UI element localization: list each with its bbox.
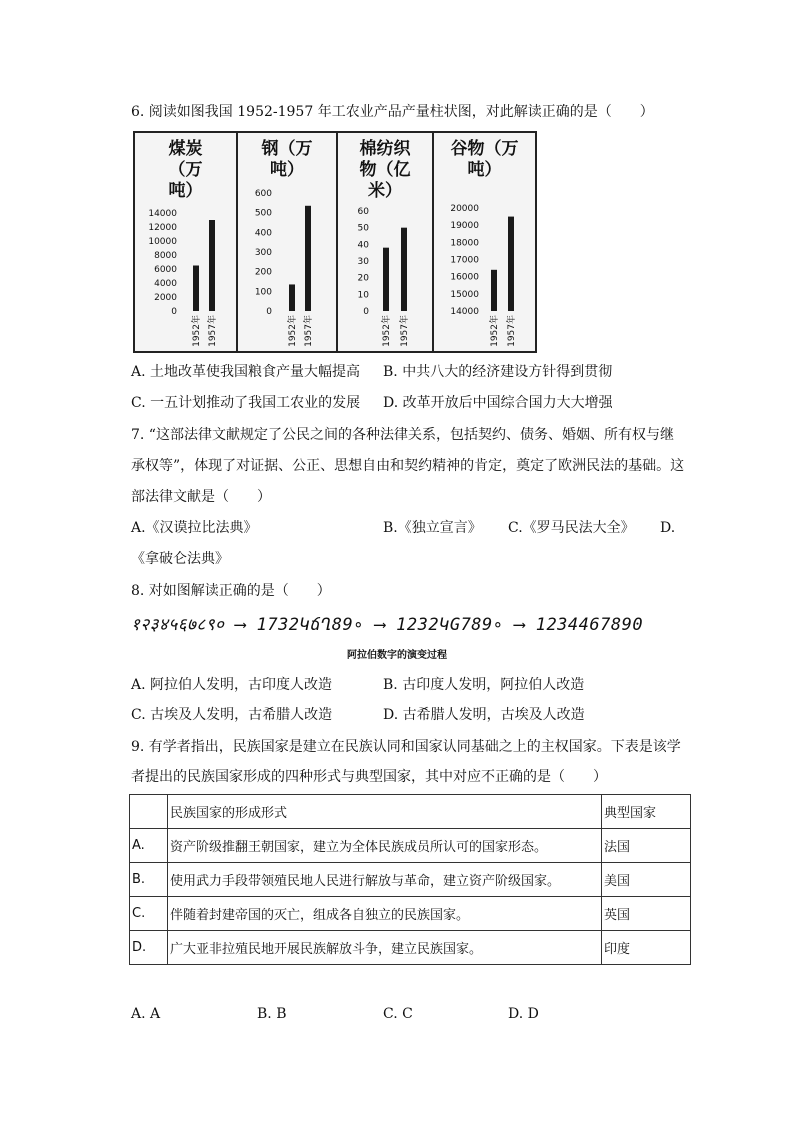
grain-ytick-label: 17000 — [450, 255, 479, 266]
table-cell: B. — [130, 863, 168, 897]
table-row — [130, 863, 691, 897]
q9-option-c[interactable]: C. C — [383, 1006, 413, 1022]
table-cell: A. — [130, 829, 168, 863]
cotton-ytick-label: 20 — [357, 273, 369, 284]
q8-option-b[interactable]: B. 古印度人发明，阿拉伯人改造 — [383, 677, 585, 693]
coal-category-label: 1952年 — [192, 315, 202, 347]
q6-option-a[interactable]: A. 土地改革使我国粮食产量大幅提高 — [131, 364, 361, 380]
table-header-row — [130, 795, 691, 829]
grain-ytick-label: 18000 — [450, 238, 479, 249]
steel-ytick-label: 0 — [266, 307, 272, 317]
q9-line-1: 9. 有学者指出，民族国家是建立在民族认同和国家认同基础之上的主权国家。下表是该学 — [131, 739, 681, 755]
cotton-category-label: 1952年 — [382, 315, 392, 347]
steel-ytick-label: 500 — [254, 208, 272, 219]
q6-stem: 6. 阅读如图我国 1952-1957 年工农业产品产量柱状图，对此解读正确的是（ ） — [131, 104, 654, 120]
grain-category-label: 1957年 — [507, 315, 517, 347]
table-cell: 广大亚非拉殖民地开展民族解放斗争，建立民族国家。 — [168, 931, 602, 965]
cotton-ytick-label: 60 — [357, 207, 369, 217]
steel-category-label: 1957年 — [304, 315, 314, 347]
table-cell: 法国 — [602, 829, 691, 863]
chart-cotton — [338, 133, 434, 351]
coal-ytick-label: 14000 — [148, 209, 177, 219]
grain-category-label: 1952年 — [490, 315, 500, 347]
coal-ytick-label: 8000 — [154, 251, 177, 261]
chart-cotton-title: 棉纺织 物（亿 米） — [359, 139, 411, 201]
grain-bar-1957年 — [508, 217, 514, 311]
steel-ytick-label: 100 — [254, 287, 272, 298]
grain-ytick-label: 20000 — [450, 204, 479, 214]
steel-ytick-label: 600 — [254, 189, 272, 199]
grain-ytick-label: 15000 — [450, 289, 479, 300]
table-cell: C. — [130, 897, 168, 931]
cotton-ytick-label: 40 — [357, 240, 369, 251]
table-row — [130, 897, 691, 931]
cotton-bar-1952年 — [383, 248, 389, 311]
steel-ytick-label: 200 — [254, 267, 272, 278]
chart-grain — [434, 133, 535, 351]
table-cell: 印度 — [602, 931, 691, 965]
cotton-ytick-label: 30 — [357, 257, 369, 267]
coal-ytick-label: 10000 — [148, 237, 177, 247]
table-cell: 英国 — [602, 897, 691, 931]
q7-option-a[interactable]: A.《汉谟拉比法典》 — [131, 520, 258, 536]
coal-bar-1957年 — [209, 220, 215, 311]
q6-chart-panel — [133, 131, 537, 353]
q6-option-d[interactable]: D. 改革开放后中国综合国力大大增强 — [383, 395, 613, 411]
coal-bar-1952年 — [193, 266, 199, 312]
cotton-category-label: 1957年 — [400, 315, 410, 347]
q7-line-5: 《拿破仑法典》 — [131, 551, 229, 567]
coal-ytick-label: 4000 — [154, 279, 177, 289]
chart-steel — [238, 133, 338, 351]
cotton-ytick-label: 10 — [357, 290, 369, 301]
steel-bar-1957年 — [305, 206, 311, 311]
cotton-ytick-label: 0 — [363, 307, 369, 317]
q8-option-a[interactable]: A. 阿拉伯人发明，古印度人改造 — [131, 677, 333, 693]
q9-option-d[interactable]: D. D — [508, 1006, 539, 1022]
q7-line-3: 部法律文献是（ ） — [131, 489, 271, 505]
table-row — [130, 931, 691, 965]
q6-option-c[interactable]: C. 一五计划推动了我国工农业的发展 — [131, 395, 361, 411]
arabic-numerals-caption: 阿拉伯数字的演变过程 — [347, 650, 447, 661]
q6-option-b[interactable]: B. 中共八大的经济建设方针得到贯彻 — [383, 364, 613, 380]
steel-category-label: 1952年 — [288, 315, 298, 347]
chart-coal — [135, 133, 238, 351]
cotton-bar-1957年 — [401, 228, 407, 311]
table-cell: 美国 — [602, 863, 691, 897]
arabic-numerals-evolution: १२३४५६७८९० ⟶ 1732ԿճՂ89∘ ⟶ 1232ԿG789∘ ⟶ 1234467890 — [131, 615, 644, 635]
chart-coal-title: 煤炭 （万 吨） — [168, 139, 203, 201]
q7-option-d[interactable]: D. — [660, 520, 676, 536]
q8-option-c[interactable]: C. 古埃及人发明，古希腊人改造 — [131, 707, 333, 723]
table-header-cell: 典型国家 — [602, 795, 691, 829]
grain-bar-1952年 — [491, 270, 497, 311]
q9-option-b[interactable]: B. B — [257, 1006, 287, 1022]
table-cell: 伴随着封建帝国的灭亡，组成各自独立的民族国家。 — [168, 897, 602, 931]
chart-steel-title: 钢（万 吨） — [261, 139, 313, 180]
grain-ytick-label: 19000 — [450, 221, 479, 232]
q8-option-d[interactable]: D. 古希腊人发明，古埃及人改造 — [383, 707, 585, 723]
steel-bar-1952年 — [289, 284, 295, 311]
table-header-cell — [130, 795, 168, 829]
q8-stem: 8. 对如图解读正确的是（ ） — [131, 583, 331, 599]
coal-ytick-label: 2000 — [154, 293, 177, 303]
coal-ytick-label: 6000 — [154, 265, 177, 275]
q9-table — [129, 794, 691, 965]
q7-line-1: 7. “这部法律文献规定了公民之间的各种法律关系，包括契约、债务、婚姻、所有权与继 — [131, 427, 674, 443]
table-cell: D. — [130, 931, 168, 965]
chart-grain-title: 谷物（万 吨） — [450, 139, 519, 180]
q7-option-c[interactable]: C.《罗马民法大全》 — [508, 520, 635, 536]
table-cell: 使用武力手段带领殖民地人民进行解放与革命，建立资产阶级国家。 — [168, 863, 602, 897]
table-row — [130, 829, 691, 863]
coal-ytick-label: 0 — [171, 307, 177, 317]
coal-category-label: 1957年 — [208, 315, 218, 347]
coal-ytick-label: 12000 — [148, 223, 177, 233]
steel-ytick-label: 400 — [254, 228, 272, 239]
steel-ytick-label: 300 — [254, 248, 272, 258]
grain-ytick-label: 16000 — [450, 272, 479, 283]
table-header-cell: 民族国家的形成形式 — [168, 795, 602, 829]
q9-option-a[interactable]: A. A — [131, 1006, 161, 1022]
q9-line-2: 者提出的民族国家形成的四种形式与典型国家，其中对应不正确的是（ ） — [131, 769, 607, 785]
grain-ytick-label: 14000 — [450, 307, 479, 317]
cotton-ytick-label: 50 — [357, 223, 369, 234]
table-cell: 资产阶级推翻王朝国家，建立为全体民族成员所认可的国家形态。 — [168, 829, 602, 863]
q7-line-2: 承权等”，体现了对证据、公正、思想自由和契约精神的肯定，奠定了欧洲民法的基础。这 — [131, 458, 685, 474]
q7-option-b[interactable]: B.《独立宣言》 — [383, 520, 482, 536]
